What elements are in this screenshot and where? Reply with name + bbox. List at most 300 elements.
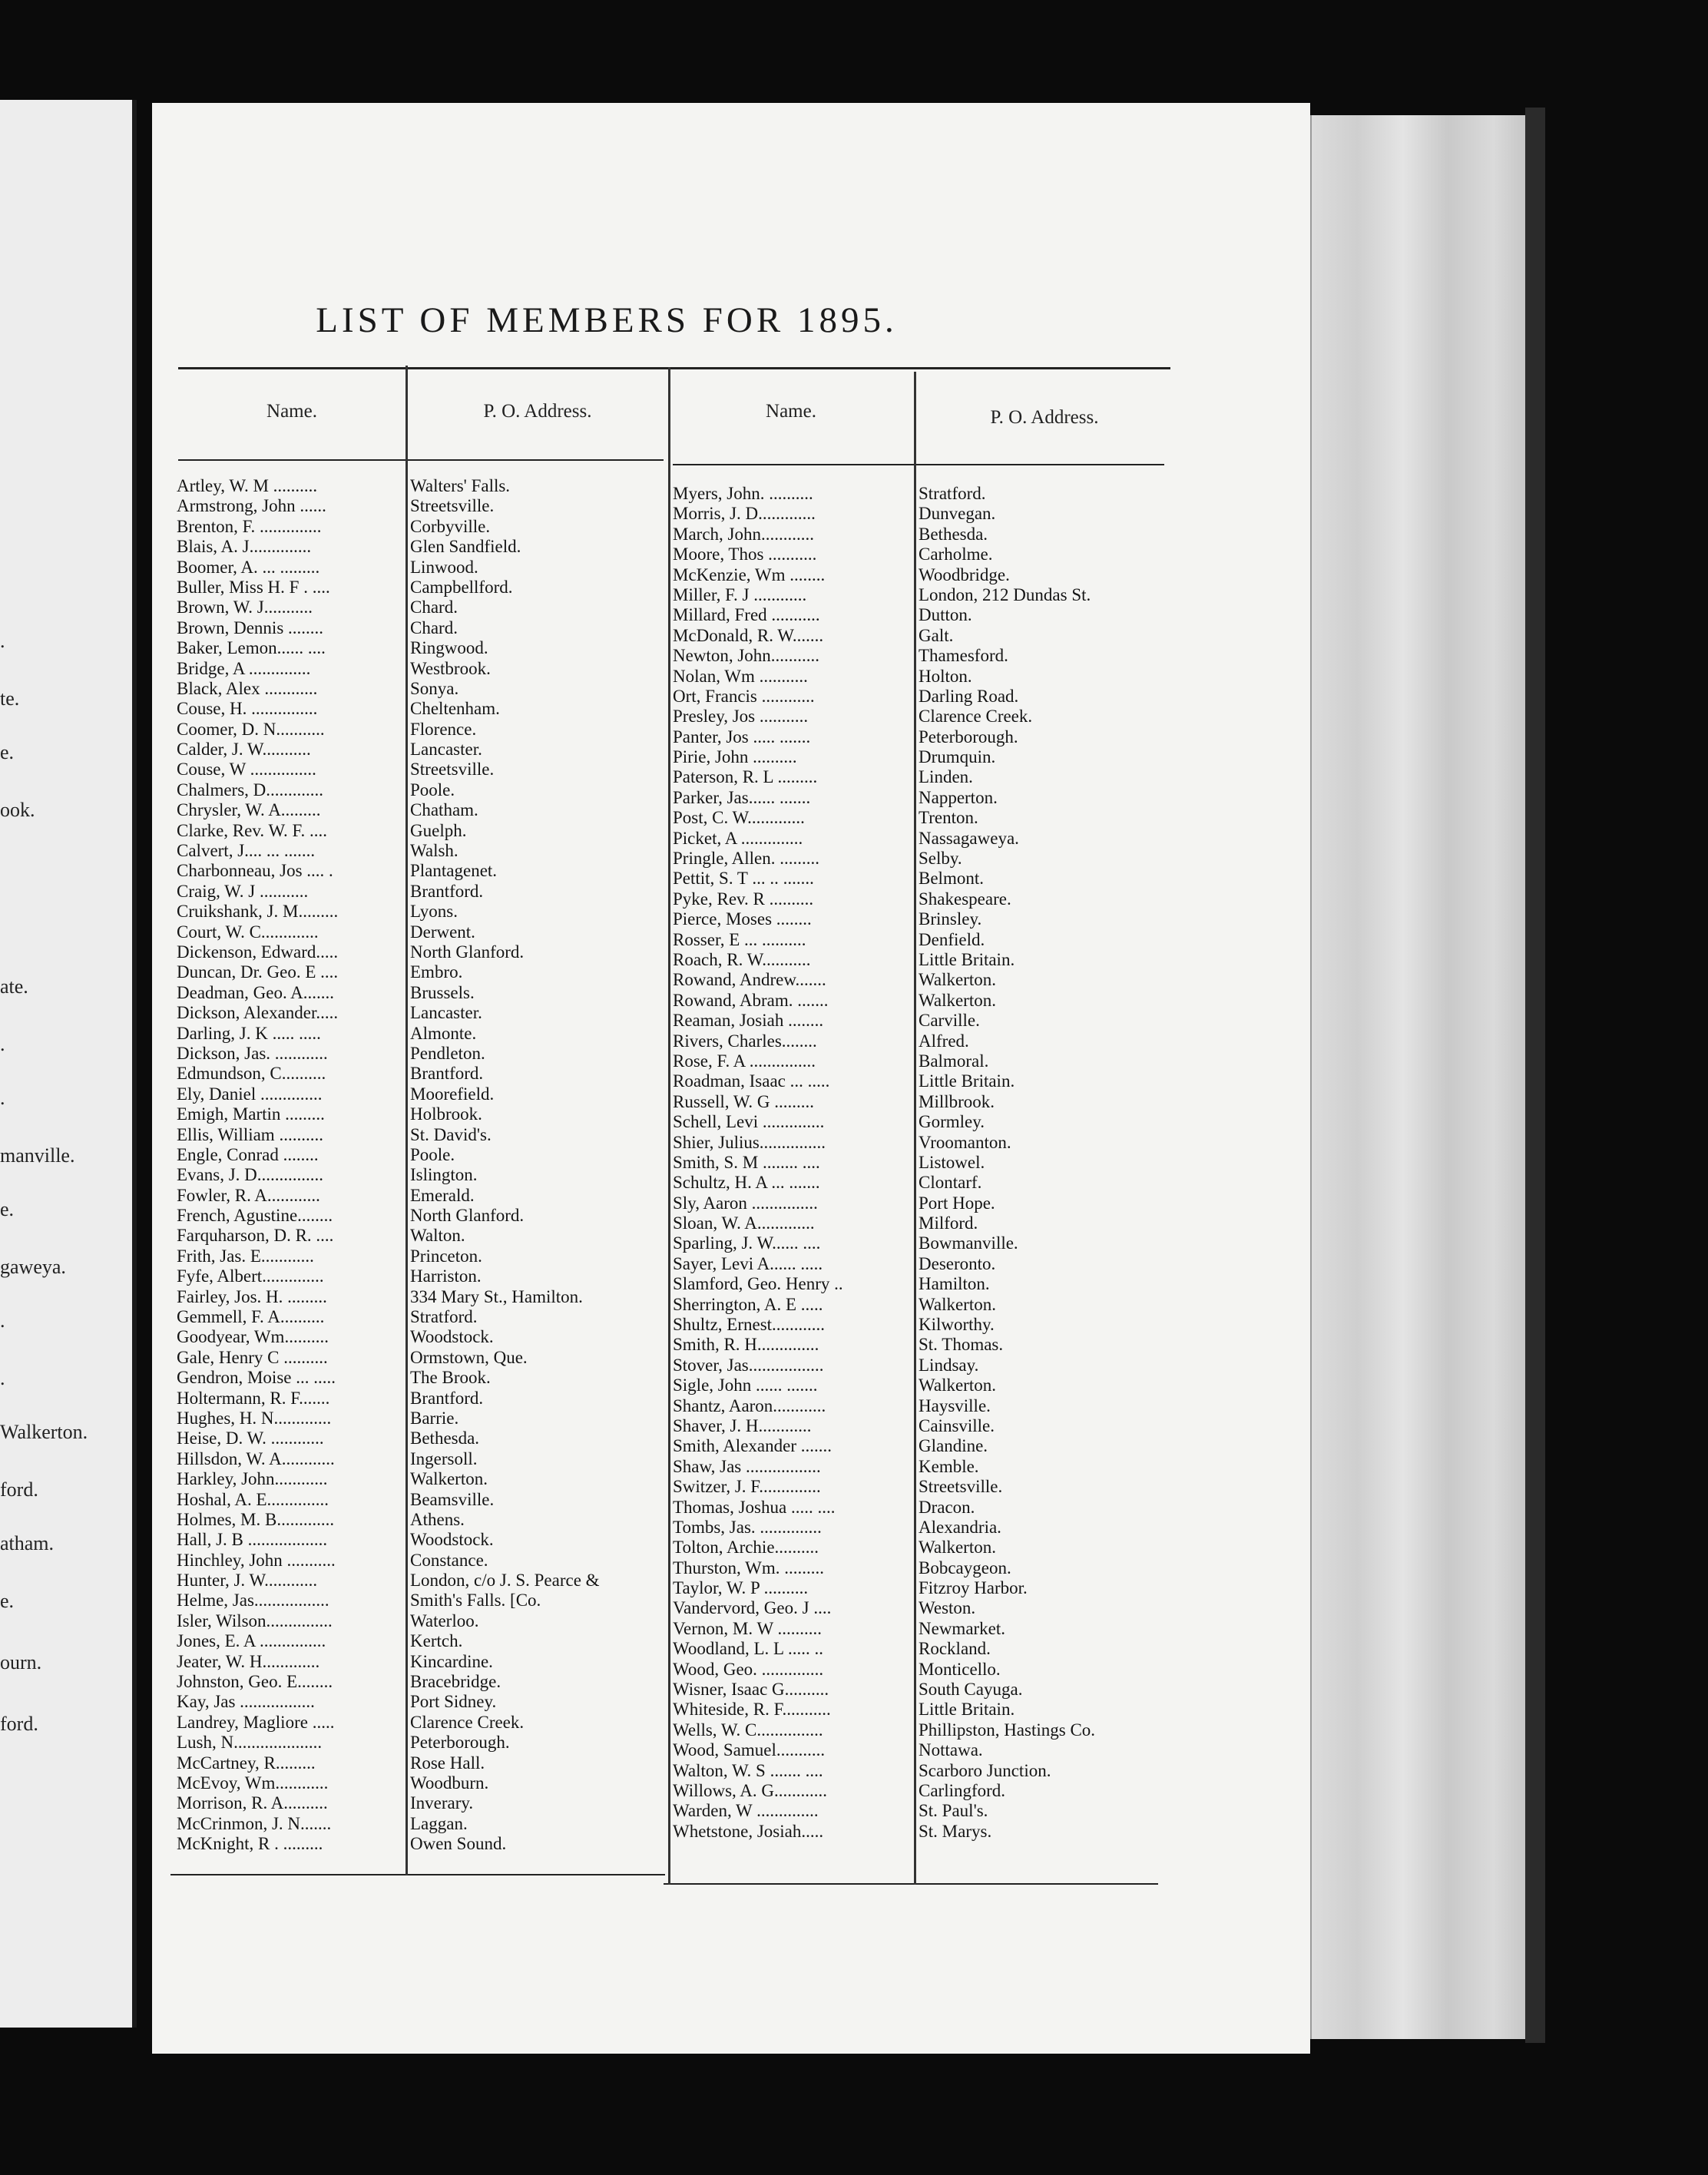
facing-page-text: ate. [0, 975, 28, 998]
member-name: Bridge, A .............. [177, 658, 311, 678]
member-address: Deseronto. [919, 1253, 996, 1273]
member-address: Port Sidney. [410, 1692, 497, 1712]
member-address: Alfred. [919, 1031, 969, 1051]
member-name: Craig, W. J ........... [177, 881, 309, 901]
member-row [673, 605, 972, 625]
member-name: Fowler, R. A............ [177, 1185, 320, 1205]
member-row [673, 1760, 1051, 1781]
member-name: Hall, J. B .................. [177, 1530, 328, 1550]
member-address: Owen Sound. [410, 1834, 507, 1854]
member-address: St. Marys. [919, 1821, 992, 1841]
member-row [177, 1144, 455, 1165]
member-address: Shakespeare. [919, 889, 1011, 909]
member-address: Little Britain. [919, 949, 1015, 969]
member-row [673, 1132, 1011, 1153]
member-name: Shantz, Aaron............ [673, 1395, 826, 1415]
member-row [673, 1538, 996, 1558]
member-name: Sherrington, A. E ..... [673, 1294, 823, 1314]
member-address: Listowel. [919, 1152, 985, 1172]
member-row [673, 849, 962, 869]
column-divider-left [405, 366, 408, 1875]
member-row [177, 496, 495, 516]
member-row [177, 1550, 488, 1571]
member-name: Ellis, William .......... [177, 1124, 323, 1144]
member-address: Nassagaweya. [919, 828, 1019, 848]
member-row [177, 1064, 484, 1084]
member-address: Constance. [410, 1550, 488, 1570]
member-row [673, 564, 1010, 585]
header-rule-left [178, 459, 664, 461]
page-stack-edge [1310, 115, 1539, 2039]
member-address: Carville. [919, 1011, 980, 1031]
member-row [177, 557, 478, 578]
member-address: Monticello. [919, 1659, 1001, 1679]
member-row [177, 841, 458, 861]
member-address: Emerald. [410, 1185, 475, 1205]
member-row [673, 504, 996, 524]
member-row [673, 929, 985, 950]
member-name: French, Agustine........ [177, 1206, 333, 1226]
member-row [177, 1104, 482, 1124]
member-address: Peterborough. [919, 727, 1018, 747]
member-name: Deadman, Geo. A....... [177, 982, 335, 1002]
member-name: Cruikshank, J. M......... [177, 902, 339, 922]
member-name: Woodland, L. L ..... .. [673, 1639, 823, 1659]
member-name: Wood, Geo. .............. [673, 1659, 824, 1679]
member-row [177, 1571, 600, 1591]
member-row [673, 747, 996, 767]
member-name: Shaw, Jas ................. [673, 1456, 821, 1476]
member-row [673, 1456, 979, 1477]
member-address: Guelph. [410, 820, 467, 840]
member-address: St. David's. [410, 1124, 492, 1144]
member-address: Rose Hall. [410, 1753, 485, 1773]
member-address: Harriston. [410, 1266, 482, 1286]
member-name: Duncan, Dr. Geo. E .... [177, 962, 339, 982]
member-row [177, 1327, 494, 1347]
member-address: Walkerton. [919, 970, 996, 990]
address-header-right: P. O. Address. [990, 407, 1099, 428]
name-header-right: Name. [766, 401, 816, 422]
member-row [177, 740, 482, 760]
member-address: Bobcaygeon. [919, 1558, 1011, 1577]
member-name: Reaman, Josiah ........ [673, 1011, 824, 1031]
member-address: Waterloo. [410, 1611, 479, 1630]
member-row [673, 1578, 1028, 1598]
member-row [673, 1558, 1011, 1578]
member-address: Moorefield. [410, 1084, 495, 1104]
member-row [673, 625, 954, 646]
member-row [177, 1672, 501, 1692]
member-name: Sly, Aaron ............... [673, 1193, 818, 1213]
member-row [177, 922, 475, 942]
member-address: Pendleton. [410, 1043, 485, 1063]
member-row [177, 1428, 480, 1448]
member-name: Sloan, W. A............. [673, 1213, 815, 1233]
member-row [177, 1753, 485, 1773]
member-name: Boomer, A. ... ......... [177, 557, 320, 577]
member-name: Buller, Miss H. F . .... [177, 577, 330, 597]
member-address: Peterborough. [410, 1733, 510, 1753]
member-row [673, 808, 978, 828]
bottom-rule-left [170, 1874, 665, 1875]
member-row [177, 1469, 488, 1489]
member-name: Chalmers, D............. [177, 780, 324, 799]
member-row [673, 970, 996, 990]
member-row [673, 949, 1015, 970]
member-address: 334 Mary St., Hamilton. [410, 1286, 583, 1306]
member-name: Thurston, Wm. ......... [673, 1558, 824, 1577]
member-row [177, 1651, 493, 1672]
member-name: Shultz, Ernest............ [673, 1315, 826, 1335]
member-address: Walkerton. [919, 1538, 996, 1558]
member-name: Newton, John........... [673, 646, 820, 666]
member-row [177, 1084, 495, 1104]
bottom-rule-right [664, 1883, 1158, 1885]
page-title: LIST OF MEMBERS FOR 1895. [316, 300, 898, 340]
member-row [673, 1720, 1096, 1740]
member-row [673, 1598, 976, 1618]
member-row [673, 1274, 990, 1294]
member-name: Morris, J. D............. [673, 504, 816, 524]
member-name: Wisner, Isaac G.......... [673, 1680, 829, 1700]
member-address: Corbyville. [410, 516, 491, 536]
member-name: Parker, Jas...... ....... [673, 787, 811, 807]
member-address: Glen Sandfield. [410, 537, 521, 557]
member-name: Coomer, D. N........... [177, 719, 325, 739]
member-name: Couse, W ............... [177, 760, 316, 780]
member-name: Engle, Conrad ........ [177, 1144, 319, 1164]
member-address: Cheltenham. [410, 699, 500, 719]
member-name: Rivers, Charles........ [673, 1031, 817, 1051]
member-row [177, 1489, 495, 1510]
member-name: Shaver, J. H............ [673, 1415, 812, 1435]
member-name: Smith, R. H.............. [673, 1335, 819, 1355]
member-name: Farquharson, D. R. .... [177, 1226, 334, 1246]
member-row [673, 1315, 995, 1335]
member-row [673, 1011, 980, 1031]
member-name: Ort, Francis ............ [673, 686, 815, 706]
facing-page-text: e. [0, 741, 15, 763]
member-name: Pyke, Rev. R .......... [673, 889, 814, 909]
member-address: Poole. [410, 780, 455, 799]
member-row [673, 1091, 995, 1112]
member-row [177, 638, 488, 658]
member-address: Napperton. [919, 787, 998, 807]
member-address: Woodburn. [410, 1773, 489, 1793]
member-address: Kilworthy. [919, 1315, 995, 1335]
member-address: Derwent. [410, 922, 475, 942]
member-address: North Glanford. [410, 942, 525, 962]
member-row [673, 584, 1091, 605]
member-name: Darling, J. K ..... ..... [177, 1023, 321, 1043]
member-name: Heise, D. W. ............ [177, 1428, 324, 1448]
member-name: Presley, Jos ........... [673, 707, 809, 727]
member-row [673, 1821, 992, 1842]
member-address: Gormley. [919, 1112, 985, 1132]
member-name: Schultz, H. A ... ....... [673, 1173, 820, 1193]
member-name: Artley, W. M .......... [177, 476, 318, 495]
member-row [177, 1813, 468, 1834]
member-address: Plantagenet. [410, 861, 498, 881]
address-header-left: P. O. Address. [483, 401, 592, 422]
member-address: Bracebridge. [410, 1672, 501, 1692]
member-row [177, 1246, 482, 1266]
member-name: Rowand, Abram. ....... [673, 990, 829, 1010]
member-name: Landrey, Magliore ..... [177, 1712, 335, 1732]
member-address: Weston. [919, 1598, 976, 1618]
member-name: Gemmell, F. A.......... [177, 1307, 325, 1327]
member-row [177, 1530, 494, 1550]
member-name: Paterson, R. L ......... [673, 767, 818, 787]
member-name: Rosser, E ... .......... [673, 929, 806, 949]
member-row [673, 1335, 1004, 1355]
member-address: Woodbridge. [919, 564, 1010, 584]
member-row [177, 1368, 491, 1388]
member-name: Black, Alex ............ [177, 678, 318, 698]
facing-page-text: . [0, 630, 5, 652]
member-row [177, 1692, 497, 1712]
member-name: Holtermann, R. F....... [177, 1388, 330, 1408]
member-name: Smith, S. M ........ .... [673, 1152, 820, 1172]
member-address: Little Britain. [919, 1071, 1015, 1091]
member-row [673, 1355, 979, 1376]
member-name: Vandervord, Geo. J .... [673, 1598, 832, 1618]
member-address: Kertch. [410, 1631, 463, 1651]
member-name: Pierce, Moses ........ [673, 909, 812, 929]
member-name: Russell, W. G ......... [673, 1091, 815, 1111]
member-name: Gale, Henry C .......... [177, 1347, 328, 1367]
member-row [673, 909, 982, 929]
member-name: Goodyear, Wm.......... [177, 1327, 329, 1347]
member-row [673, 1801, 988, 1821]
member-name: Nolan, Wm ........... [673, 666, 808, 686]
member-address: Dutton. [919, 605, 972, 625]
member-address: Selby. [919, 849, 962, 869]
member-row [673, 1395, 991, 1416]
member-address: Haysville. [919, 1395, 991, 1415]
member-name: Edmundson, C.......... [177, 1064, 326, 1084]
member-name: Harkley, John............ [177, 1469, 328, 1489]
member-row [177, 658, 491, 679]
member-name: Whiteside, R. F........... [673, 1700, 831, 1720]
member-address: Thamesford. [919, 646, 1008, 666]
member-address: Newmarket. [919, 1618, 1006, 1638]
member-name: Dickenson, Edward..... [177, 942, 339, 962]
member-name: Clarke, Rev. W. F. .... [177, 820, 327, 840]
member-row [177, 1733, 510, 1753]
member-row [673, 1294, 996, 1315]
member-row [177, 1185, 475, 1206]
member-row [673, 1618, 1006, 1639]
member-address: Stratford. [919, 484, 986, 503]
member-row [177, 1286, 583, 1307]
member-address: Galt. [919, 625, 954, 645]
member-row [177, 1043, 485, 1064]
member-row [673, 1680, 1023, 1700]
member-name: McCartney, R......... [177, 1753, 316, 1773]
member-address: Inverary. [410, 1793, 474, 1813]
member-address: Trenton. [919, 808, 978, 828]
member-name: Johnston, Geo. E........ [177, 1672, 333, 1692]
member-row [177, 719, 477, 740]
member-address: Denfield. [919, 929, 985, 949]
member-row [673, 869, 984, 889]
member-address: Princeton. [410, 1246, 482, 1266]
facing-page-text: ook. [0, 799, 35, 821]
member-address: Walkerton. [919, 1294, 996, 1314]
member-row [177, 962, 463, 982]
member-address: Florence. [410, 719, 477, 739]
member-address: Streetsville. [410, 760, 495, 780]
member-address: Clarence Creek. [919, 707, 1033, 727]
member-row [673, 1112, 985, 1132]
member-row [673, 1497, 975, 1518]
facing-page-text: ford. [0, 1713, 38, 1735]
member-name: Thomas, Joshua ..... .... [673, 1497, 836, 1517]
member-name: Fyfe, Albert.............. [177, 1266, 324, 1286]
member-name: Morrison, R. A.......... [177, 1793, 328, 1813]
member-address: Brantford. [410, 1388, 484, 1408]
member-name: Tolton, Archie.......... [673, 1538, 819, 1558]
member-name: Brenton, F. .............. [177, 516, 322, 536]
member-address: Kincardine. [410, 1651, 493, 1671]
member-row [177, 1124, 492, 1145]
facing-page-text: . [0, 1309, 5, 1332]
member-address: Walsh. [410, 841, 458, 861]
book-cover-edge [1525, 108, 1545, 2043]
member-name: Wood, Samuel........... [673, 1740, 826, 1760]
member-name: Brown, W. J........... [177, 598, 313, 617]
member-row [177, 516, 491, 537]
member-address: Poole. [410, 1144, 455, 1164]
member-address: Alexandria. [919, 1517, 1001, 1537]
member-address: Nottawa. [919, 1740, 983, 1760]
member-row [177, 678, 459, 699]
member-name: Frith, Jas. E............ [177, 1246, 314, 1266]
member-name: McKnight, R . ......... [177, 1834, 323, 1854]
member-row [177, 1448, 478, 1469]
member-name: Holmes, M. B............. [177, 1509, 335, 1529]
member-name: Whetstone, Josiah..... [673, 1821, 824, 1841]
member-name: Shier, Julius............... [673, 1132, 826, 1152]
member-name: Hunter, J. W............ [177, 1571, 318, 1591]
member-list-left [177, 476, 600, 1855]
member-row [177, 942, 525, 962]
member-row [177, 1307, 478, 1327]
member-name: Jones, E. A ............... [177, 1631, 326, 1651]
member-address: Carholme. [919, 545, 993, 564]
member-address: Streetsville. [919, 1477, 1003, 1497]
member-address: Stratford. [410, 1307, 478, 1327]
member-name: Roach, R. W........... [673, 949, 811, 969]
member-address: Ormstown, Que. [410, 1347, 528, 1367]
member-address: Carlingford. [919, 1781, 1006, 1800]
member-name: Gendron, Moise ... ..... [177, 1368, 336, 1388]
member-address: Bethesda. [410, 1428, 480, 1448]
member-address: London, c/o J. S. Pearce & [410, 1571, 600, 1591]
facing-page-text: . [0, 1367, 5, 1389]
member-row [177, 537, 521, 557]
member-name: Jeater, W. H............. [177, 1651, 320, 1671]
facing-page-text: gaweya. [0, 1256, 66, 1278]
member-address: Port Hope. [919, 1193, 995, 1213]
member-name: McCrinmon, J. N....... [177, 1813, 332, 1833]
member-name: Taylor, W. P .......... [673, 1578, 809, 1598]
member-row [177, 1347, 528, 1368]
member-row [673, 484, 986, 504]
member-address: North Glanford. [410, 1206, 525, 1226]
member-address: Lancaster. [410, 740, 482, 760]
member-row [177, 1388, 484, 1409]
member-name: Emigh, Martin ......... [177, 1104, 325, 1124]
member-address: Brussels. [410, 982, 475, 1002]
member-row [177, 760, 495, 780]
member-address: Drumquin. [919, 747, 996, 767]
member-name: McDonald, R. W....... [673, 625, 824, 645]
member-address: Ringwood. [410, 638, 488, 658]
member-name: Walton, W. S ....... .... [673, 1760, 823, 1780]
member-address: Fitzroy Harbor. [919, 1578, 1028, 1598]
member-row [673, 1659, 1001, 1680]
member-name: Blais, A. J.............. [177, 537, 312, 557]
member-row [673, 1071, 1015, 1091]
member-address: Lyons. [410, 902, 458, 922]
member-address: Glandine. [919, 1436, 988, 1456]
member-row [673, 1477, 1003, 1497]
member-row [177, 1226, 465, 1246]
member-name: Miller, F. J ............ [673, 584, 807, 604]
member-row [673, 1517, 1001, 1538]
member-name: Charbonneau, Jos .... . [177, 861, 333, 881]
member-name: Evans, J. D............... [177, 1165, 324, 1185]
member-row [673, 787, 998, 808]
member-row [673, 1031, 969, 1051]
member-address: Chatham. [410, 800, 478, 820]
member-row [673, 686, 1019, 707]
member-name: Warden, W .............. [673, 1801, 819, 1821]
member-address: Ingersoll. [410, 1448, 478, 1468]
column-divider-right [914, 372, 916, 1885]
member-name: Hinchley, John ........... [177, 1550, 336, 1570]
member-address: St. Thomas. [919, 1335, 1004, 1355]
member-address: Balmoral. [919, 1051, 989, 1071]
member-address: Chard. [410, 598, 458, 617]
member-row [673, 828, 1019, 849]
member-row [673, 1700, 1015, 1720]
member-name: Couse, H. ............... [177, 699, 318, 719]
member-address: Cainsville. [919, 1415, 995, 1435]
member-name: Baker, Lemon...... .... [177, 638, 326, 658]
member-row [673, 707, 1033, 727]
member-address: Linwood. [410, 557, 478, 577]
member-row [673, 727, 1018, 747]
member-name: McEvoy, Wm............ [177, 1773, 329, 1793]
member-row [673, 1253, 996, 1274]
member-row [673, 1152, 985, 1173]
member-row [177, 1834, 507, 1854]
member-name: Hughes, H. N............. [177, 1408, 332, 1428]
member-row [177, 598, 458, 617]
member-address: Vroomanton. [919, 1132, 1011, 1152]
facing-page-text: te. [0, 687, 20, 710]
member-name: Ely, Daniel .............. [177, 1084, 323, 1104]
member-address: Barrie. [410, 1408, 459, 1428]
member-name: Brown, Dennis ........ [177, 617, 324, 637]
member-row [177, 820, 467, 841]
member-address: Streetsville. [410, 496, 495, 516]
member-row [673, 1213, 978, 1233]
